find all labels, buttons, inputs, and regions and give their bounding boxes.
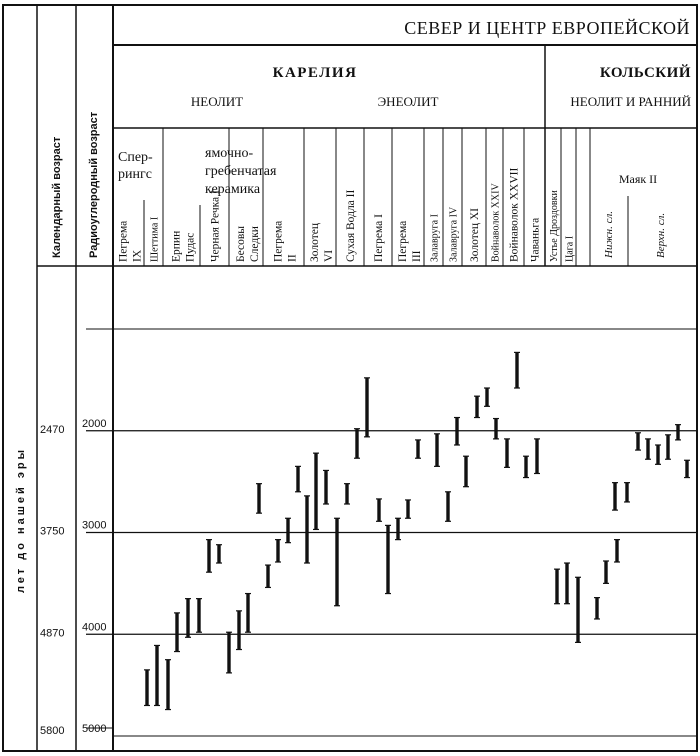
calendar-tick-label: 5800: [40, 725, 65, 737]
gridlines: [86, 329, 697, 728]
col-calendar-label: Календарный возраст: [51, 136, 63, 258]
date-intervals: [144, 352, 690, 709]
layer-lower: Нижн. сл.: [603, 210, 615, 258]
culture-pitcomb-1: ямочно-: [205, 146, 254, 161]
period-eneolith: ЭНЕОЛИТ: [377, 94, 439, 109]
site-label: Залавруга I: [429, 214, 441, 262]
radiocarbon-tick-label: 5000: [82, 723, 107, 735]
site-label: Черная Речка I: [209, 190, 222, 262]
col-radiocarbon-label: Радиоуглеродный возраст: [88, 111, 100, 258]
site-label: Пегрема I: [373, 214, 385, 262]
region-kola: КОЛЬСКИЙ: [599, 65, 691, 81]
culture-pitcomb-3: керамика: [205, 182, 261, 197]
site-label: Следки: [249, 226, 261, 262]
site-label: IX: [131, 249, 144, 262]
layer-upper: Верхн. сл.: [655, 212, 667, 258]
table-grid: [3, 5, 697, 751]
chart-title: СЕВЕР И ЦЕНТР ЕВРОПЕЙСКОЙ: [404, 18, 690, 38]
culture-sperrings-1: Спер-: [118, 150, 153, 165]
period-kola: НЕОЛИТ И РАННИЙ: [570, 94, 691, 109]
site-label: III: [411, 250, 423, 262]
region-karelia: КАРЕЛИЯ: [272, 65, 358, 81]
culture-pitcomb-2: гребенчатая: [205, 164, 277, 179]
site-label: Чаваньга: [529, 217, 542, 262]
site-label: Ерпин: [170, 230, 183, 262]
calendar-tick-label: 2470: [40, 423, 65, 436]
site-column-labels: [118, 168, 576, 262]
site-label: Цага I: [564, 235, 576, 262]
site-label: Сухая Водла II: [345, 189, 357, 262]
site-label: Пудас: [184, 232, 197, 262]
radiocarbon-tick-label: 3000: [82, 519, 107, 532]
site-label: Пегрема: [272, 220, 285, 262]
site-label: Войнаволок XXVII: [508, 167, 521, 262]
site-label: Войнаволок XXIV: [490, 183, 502, 262]
site-label: Залавруга IV: [448, 206, 460, 262]
site-label: Бесовы: [235, 225, 247, 262]
calendar-tick-label: 4870: [40, 627, 65, 640]
site-label: Шеттима I: [149, 216, 161, 262]
calendar-tick-label: 3750: [40, 525, 65, 538]
site-label: Пегрема: [117, 220, 130, 262]
site-label: VI: [323, 249, 335, 262]
tick-labels: [40, 418, 106, 737]
period-neolith: НЕОЛИТ: [190, 94, 244, 109]
site-label: Пегрема: [397, 220, 409, 262]
site-label: Устье Дроздовки: [549, 190, 560, 262]
site-mayak: Маяк II: [618, 172, 658, 186]
radiocarbon-tick-label: 2000: [82, 417, 107, 430]
site-label: II: [286, 254, 299, 262]
culture-sperrings-2: рингс: [118, 167, 152, 182]
y-axis-side-label: лет до нашей эры: [15, 446, 27, 594]
site-label: Золотец: [309, 223, 321, 262]
radiocarbon-tick-label: 4000: [82, 621, 107, 634]
site-label: Золотец XI: [469, 208, 481, 262]
